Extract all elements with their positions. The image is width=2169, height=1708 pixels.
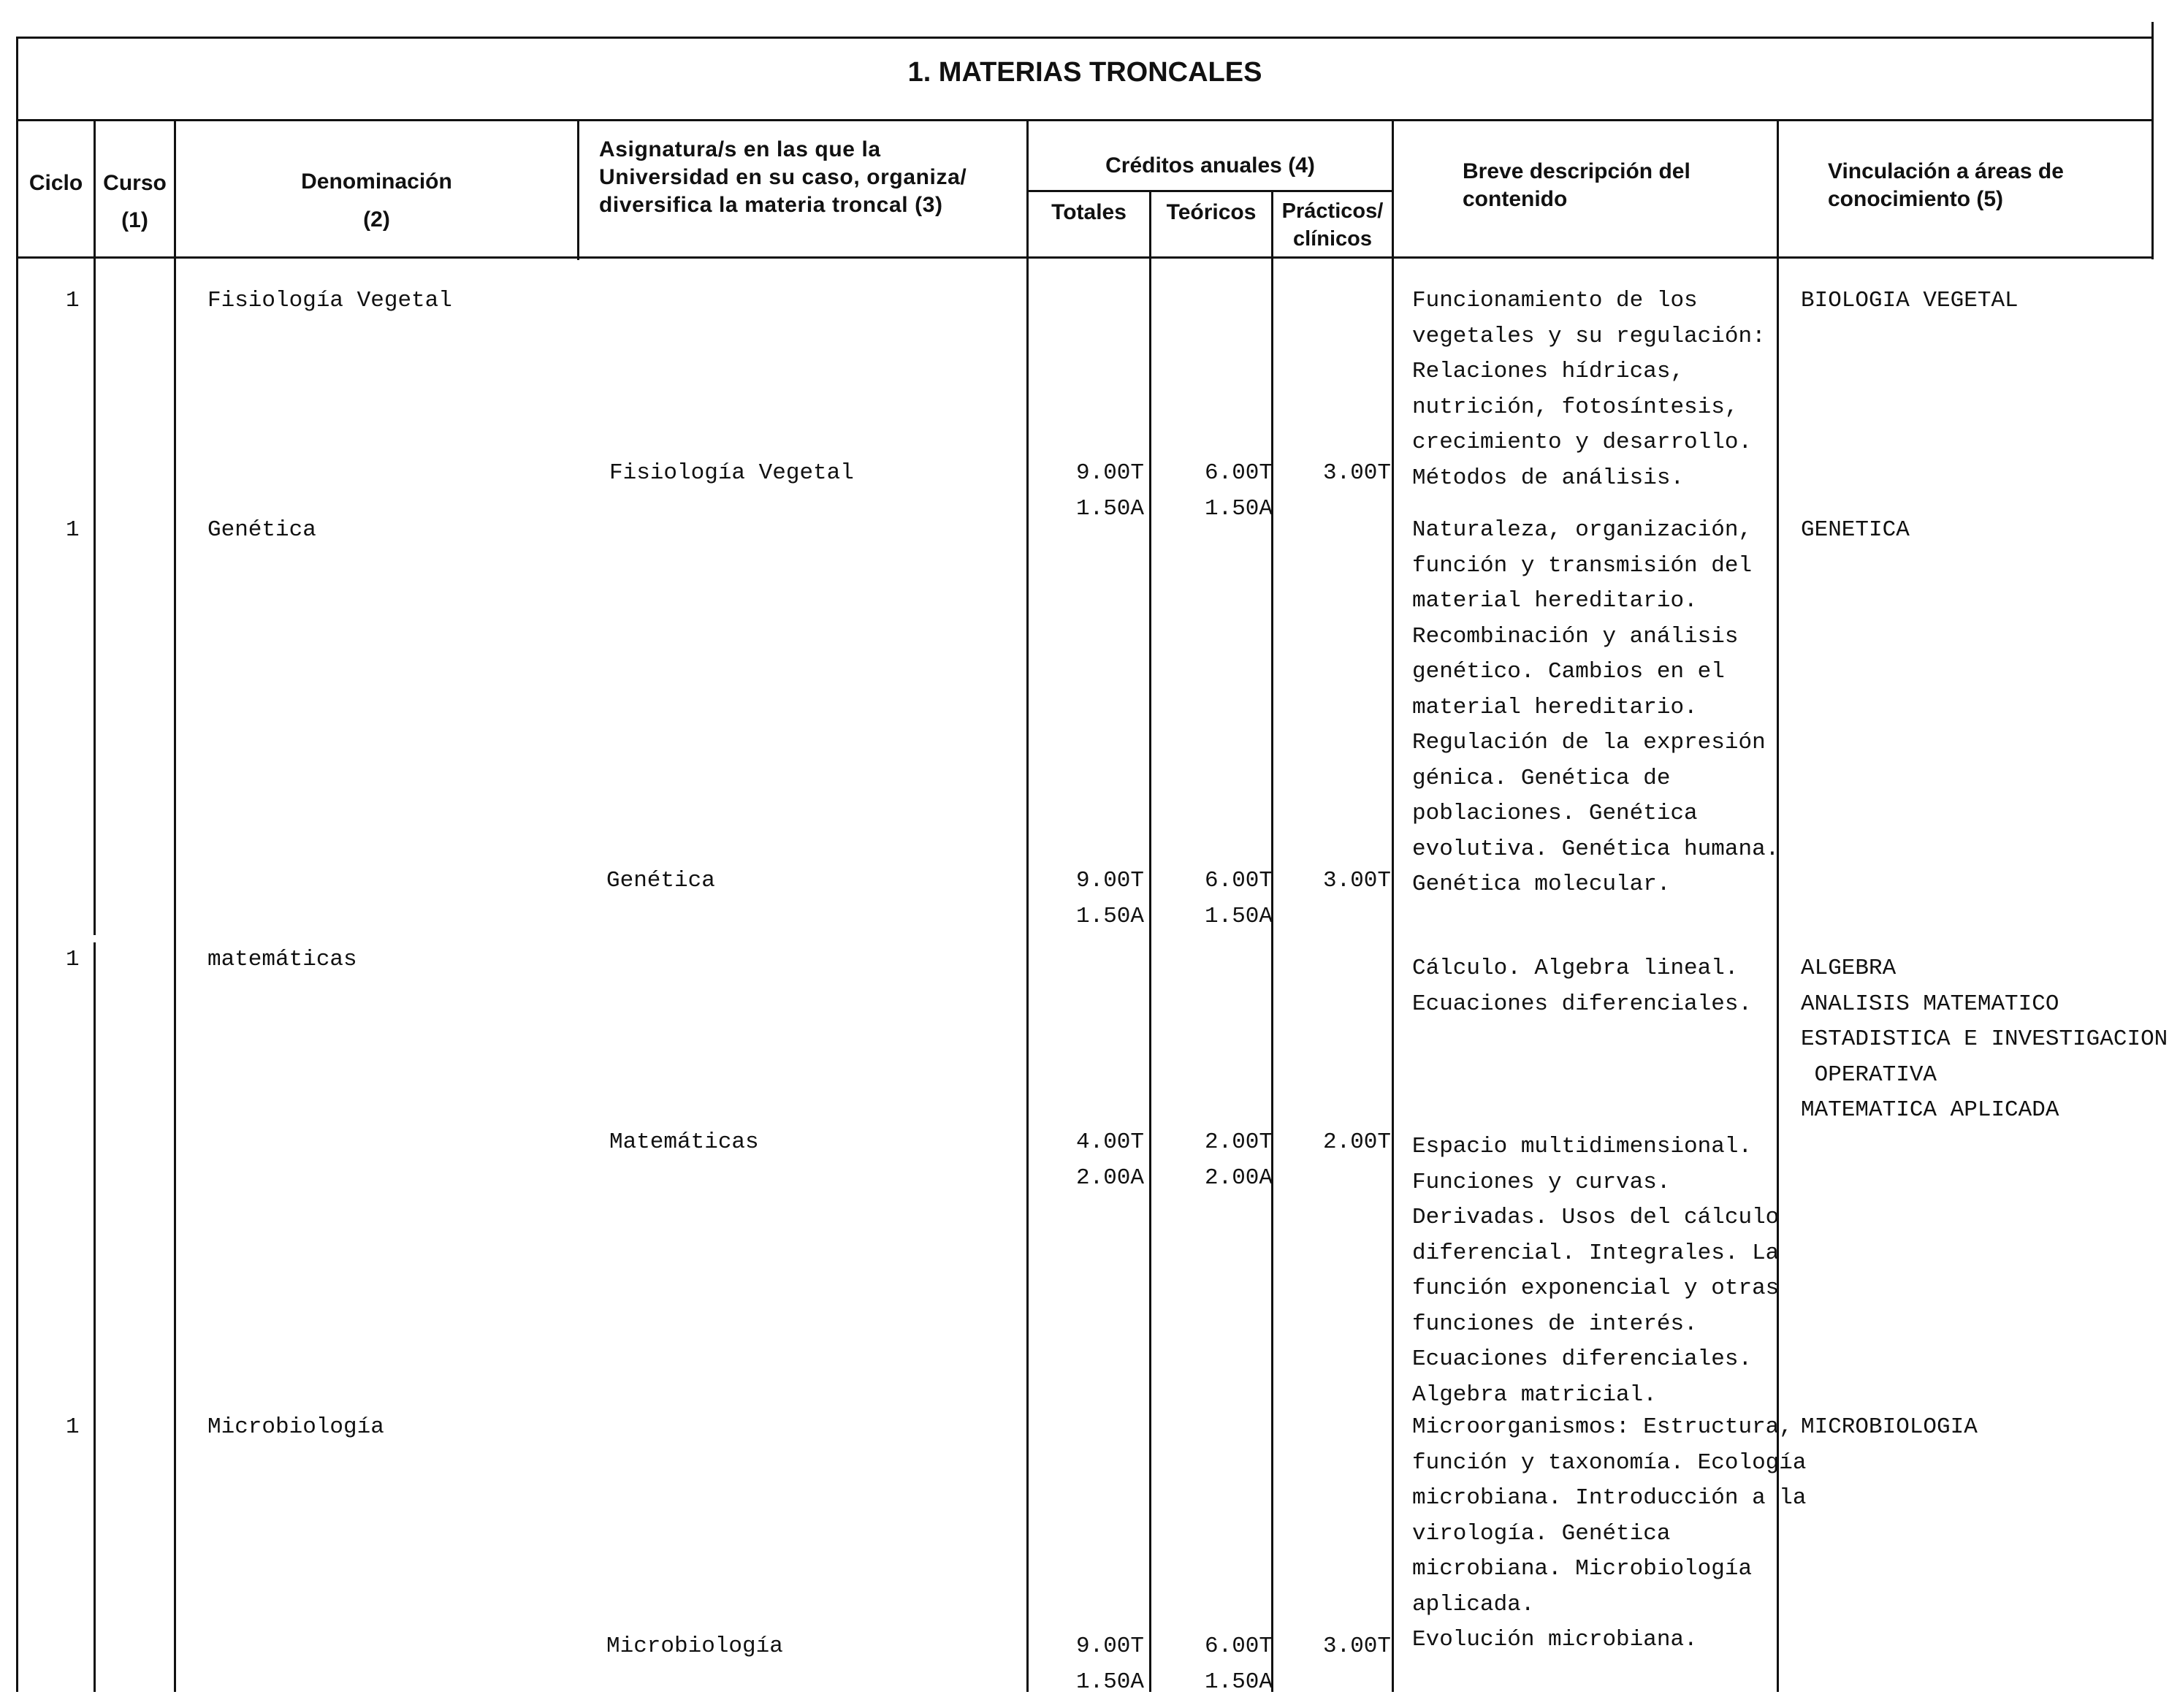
row-3-teoricos: 2.00T 2.00A bbox=[1204, 1129, 1273, 1191]
row-2-ciclo: 1 bbox=[66, 517, 80, 543]
row-1-teoricos: 6.00T 1.50A bbox=[1204, 460, 1273, 522]
row-4-descripcion: Microorganismos: Estructura, función y taxonomía. Ecología microbiana. Introducción a la virología. Genética microbiana. Microbiología aplicada. Evolución microbiana. bbox=[1412, 1414, 1807, 1652]
row-2-teoricos: 6.00T 1.50A bbox=[1204, 868, 1273, 929]
row-2-practicos: 3.00T bbox=[1322, 868, 1391, 893]
col-sep-ciclo bbox=[94, 121, 96, 935]
row-1-denominacion: Fisiología Vegetal bbox=[207, 288, 452, 313]
row-1-descripcion: Funcionamiento de los vegetales y su regulación: Relaciones hídricas, nutrición, fotosíntesis, crecimiento y desarrollo. Métodos de análisis. bbox=[1412, 288, 1766, 491]
header-ciclo: Ciclo bbox=[28, 171, 83, 195]
row-4-vinculacion: MICROBIOLOGIA bbox=[1801, 1414, 1978, 1440]
header-creditos: Créditos anuales (4) bbox=[1105, 153, 1315, 178]
col-sep-teoricos bbox=[1271, 190, 1273, 1692]
col-sep-practicos bbox=[1392, 121, 1394, 1692]
row-3-practicos: 2.00T bbox=[1322, 1129, 1391, 1155]
header-practicos: Prácticos/ clínicos bbox=[1281, 199, 1384, 251]
row-3-asignatura: Matemáticas bbox=[609, 1129, 759, 1155]
header-bottom-rule bbox=[16, 256, 2154, 259]
row-2-asignatura: Genética bbox=[606, 868, 715, 893]
header-curso-note: (1) bbox=[121, 208, 148, 232]
row-4-ciclo: 1 bbox=[66, 1414, 80, 1440]
row-3-ciclo: 1 bbox=[66, 947, 80, 972]
row-3-descripcion: Espacio multidimensional. Funciones y curvas. Derivadas. Usos del cálculo diferencial. Integrales. La función exponencial y otras funciones de interés. Ecuaciones diferenciales. Algebra matricial. bbox=[1412, 1134, 1780, 1408]
row-3-totales: 4.00T 2.00A bbox=[1075, 1129, 1144, 1191]
row-2-vinculacion: GENETICA bbox=[1801, 517, 1910, 543]
header-denominacion: Denominación bbox=[301, 169, 452, 194]
section-title: 1. MATERIAS TRONCALES bbox=[907, 57, 1262, 88]
row-4-denominacion: Microbiología bbox=[207, 1414, 384, 1440]
row-2-descripcion: Naturaleza, organización, función y transmisión del material hereditario. Recombinación y análisis genético. Cambios en el material hereditario. Regulación de la expresión génica. Genética de poblaciones. Genética evolutiva. Genética humana. Genética molecular. bbox=[1412, 517, 1780, 897]
col-sep-curso bbox=[174, 121, 176, 1692]
header-totales: Totales bbox=[1051, 200, 1127, 224]
col-sep-ciclo-lower bbox=[94, 942, 96, 1692]
header-teoricos: Teóricos bbox=[1166, 200, 1257, 224]
row-4-asignatura: Microbiología bbox=[606, 1633, 783, 1659]
row-2-denominacion: Genética bbox=[207, 517, 316, 543]
row-1-ciclo: 1 bbox=[66, 288, 80, 313]
col-sep-totales bbox=[1149, 190, 1151, 1692]
row-3-vinculacion: ALGEBRA ANALISIS MATEMATICO ESTADISTICA E INVESTIGACION OPERATIVA MATEMATICA APLICADA bbox=[1801, 956, 2168, 1123]
header-asignatura: Asignatura/s en las que la Universidad en su caso, organiza/ diversifica la materia troncal (3) bbox=[599, 137, 967, 217]
row-1-totales: 9.00T 1.50A bbox=[1075, 460, 1144, 522]
col-sep-left-lower bbox=[16, 935, 18, 1692]
row-3-descripcion-general: Cálculo. Algebra lineal. Ecuaciones diferenciales. bbox=[1412, 956, 1753, 1017]
row-1-vinculacion: BIOLOGIA VEGETAL bbox=[1801, 288, 2019, 313]
row-2-totales: 9.00T 1.50A bbox=[1075, 868, 1144, 929]
row-3-denominacion: matemáticas bbox=[207, 947, 357, 972]
col-sep-denominacion bbox=[577, 121, 579, 260]
row-4-totales: 9.00T 1.50A bbox=[1075, 1633, 1144, 1695]
header-vinculacion: Vinculación a áreas de conocimiento (5) bbox=[1828, 159, 2064, 211]
frame-top-rule bbox=[16, 37, 2154, 39]
row-1-asignatura: Fisiología Vegetal bbox=[609, 460, 854, 486]
header-descripcion: Breve descripción del contenido bbox=[1463, 159, 1690, 211]
row-4-teoricos: 6.00T 1.50A bbox=[1204, 1633, 1273, 1695]
creditos-sub-rule bbox=[1026, 190, 1392, 192]
row-4-practicos: 3.00T bbox=[1322, 1633, 1391, 1659]
header-denominacion-note: (2) bbox=[363, 207, 390, 232]
row-1-practicos: 3.00T bbox=[1322, 460, 1391, 486]
title-bottom-rule bbox=[16, 119, 2154, 121]
header-curso: Curso bbox=[103, 171, 167, 195]
